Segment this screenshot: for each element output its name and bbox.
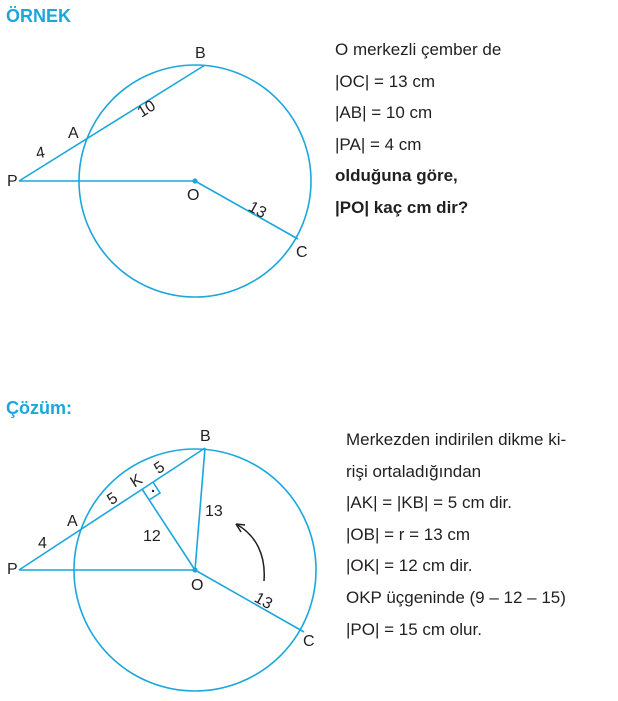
given-line: |PA| = 4 cm	[335, 134, 422, 154]
solution-line: |AK| = |KB| = 5 cm dir.	[346, 493, 513, 513]
edge-ak-label: 5	[104, 489, 122, 509]
question-line: |PO| kaç cm dir?	[335, 197, 469, 217]
edge-ab-label: 10	[134, 97, 159, 122]
point-o-label: O	[187, 187, 200, 204]
edge-kb-label: 5	[151, 458, 169, 478]
point-c-label: C	[296, 244, 308, 261]
point-p-label: P	[7, 561, 18, 578]
given-line: olduğuna göre,	[335, 166, 458, 186]
center-dot	[192, 567, 197, 572]
given-line: |AB| = 10 cm	[335, 103, 433, 123]
example-figure	[0, 36, 330, 306]
point-c-label: C	[303, 633, 315, 650]
solution-line: |PO| = 15 cm olur.	[346, 619, 482, 639]
point-a-label: A	[67, 513, 78, 530]
edge-ob-label: 13	[205, 503, 223, 520]
given-statements	[335, 34, 501, 224]
edge-pa-label: 4	[38, 535, 47, 552]
point-b-label: B	[200, 428, 211, 445]
given-line: O merkezli çember de	[335, 40, 502, 59]
point-p-label: P	[7, 173, 18, 190]
solution-steps	[346, 424, 566, 645]
edge-oc-label: 13	[245, 198, 270, 223]
solution-line: |OB| = r = 13 cm	[346, 524, 471, 544]
given-line: |OC| = 13 cm	[335, 71, 435, 91]
edge-ok-label: 12	[143, 528, 161, 545]
point-b-label: B	[195, 45, 206, 62]
edge-oc-label: 13	[251, 589, 276, 614]
rotation-arrow	[236, 524, 264, 581]
radius-oc	[195, 570, 304, 632]
solution-line: Merkezden indirilen dikme ki-	[346, 430, 567, 449]
point-a-label: A	[68, 125, 79, 142]
secant-pb	[19, 65, 205, 181]
radius-ob	[195, 448, 205, 570]
edge-pa-label: 4	[34, 144, 47, 163]
right-angle-mark	[149, 482, 160, 500]
solution-figure	[0, 425, 340, 701]
example-heading: ÖRNEK	[6, 6, 72, 26]
point-k-label: K	[127, 471, 146, 492]
right-angle-dot	[152, 490, 154, 492]
point-o-label: O	[191, 577, 204, 594]
center-dot	[192, 178, 197, 183]
solution-line: rişi ortaladığından	[346, 461, 482, 481]
solution-line: OKP üçgeninde (9 – 12 – 15)	[346, 587, 566, 607]
solution-heading: Çözüm:	[6, 398, 72, 418]
solution-line: |OK| = 12 cm dir.	[346, 556, 473, 576]
